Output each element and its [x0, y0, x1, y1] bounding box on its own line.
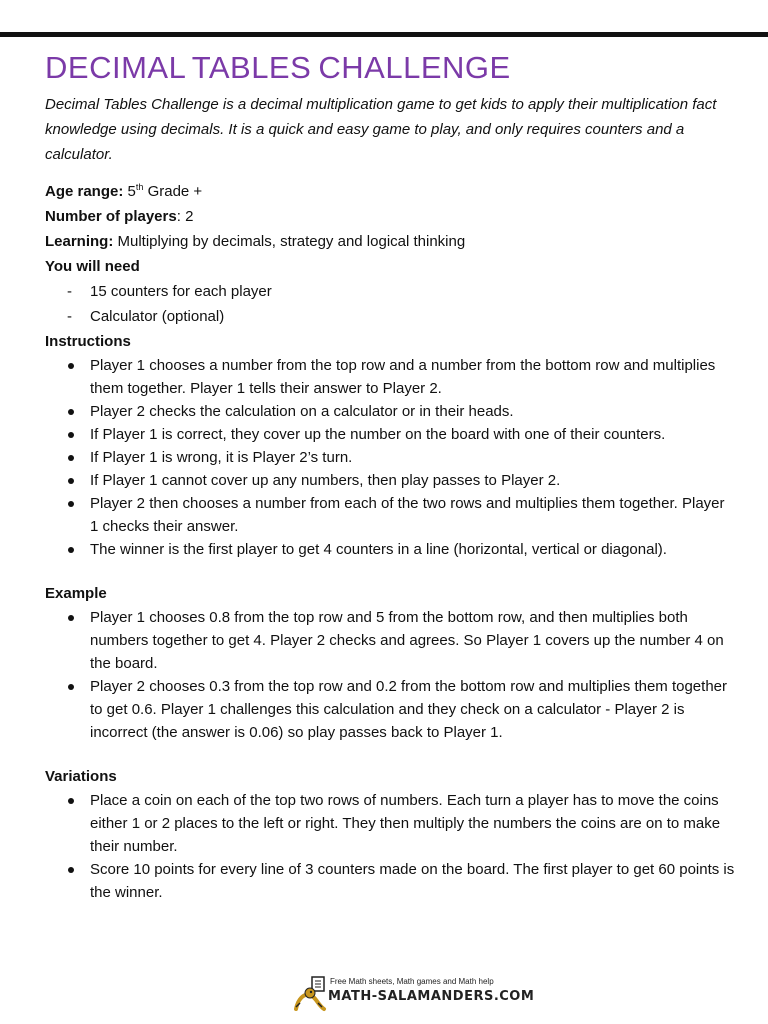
instructions-heading: Instructions [45, 333, 131, 350]
need-list [45, 279, 735, 329]
footer-brand: MATH-SALAMANDERS.COM [328, 989, 535, 1004]
list-item-text: Player 2 then chooses a number from each of the two rows and multiplies them together. Player 1 checks their answer. [90, 495, 725, 535]
age-range-line [45, 179, 735, 204]
need-heading: You will need [45, 258, 140, 275]
players-line: Number of players: 2 [45, 208, 194, 225]
bullet-icon [68, 432, 74, 438]
bullet-icon [68, 409, 74, 415]
list-item [45, 354, 735, 400]
list-item-text: Player 1 chooses 0.8 from the top row and 5 from the bottom row, and then multiplies both numbers together to get 4. Player 2 checks and agrees. So Player 1 covers up the number 4 on the board. [90, 609, 724, 672]
age-range-sup: th [135, 182, 144, 192]
list-item-text: Player 2 checks the calculation on a calculator or in their heads. [90, 403, 514, 420]
list-item-text: Player 1 chooses a number from the top row and a number from the bottom row and multiplies them together. Player 1 tells their answer to Player 2. [90, 357, 716, 397]
learning-line [45, 229, 735, 254]
learning-value: Multiplying by decimals, strategy and logical thinking [117, 233, 466, 250]
age-range-label: Age range: [45, 183, 124, 200]
list-item-text: Calculator (optional) [90, 308, 225, 325]
list-item-text: If Player 1 is correct, they cover up the number on the board with one of their counters. [90, 426, 666, 443]
example-list [45, 606, 735, 744]
variations-heading: Variations [45, 768, 117, 785]
list-item [45, 606, 735, 675]
list-item [45, 492, 735, 538]
list-item [45, 279, 735, 304]
list-item [45, 789, 735, 858]
variations-list [45, 789, 735, 904]
age-range-grade: 5 [127, 183, 136, 200]
bullet-icon [68, 363, 74, 369]
instructions-list [45, 354, 735, 561]
list-item [45, 469, 735, 492]
bullet-icon [68, 798, 74, 804]
intro-paragraph: Decimal Tables Challenge is a decimal multiplication game to get kids to apply their multiplication fact knowledge using decimals. It is a quick and easy game to play, and only requires counters and a calculator. [45, 96, 717, 163]
example-heading: Example [45, 585, 107, 602]
page-content [45, 40, 735, 904]
footer-tagline: Free Math sheets, Math games and Math help [330, 977, 494, 986]
bullet-icon [68, 547, 74, 553]
bullet-icon [68, 501, 74, 507]
bullet-icon [68, 478, 74, 484]
footer-logo[interactable] [290, 975, 535, 1015]
page-title: DECIMAL TABLES CHALLENGE [45, 50, 511, 85]
list-item [45, 675, 735, 744]
list-item-text: Score 10 points for every line of 3 counters made on the board. The first player to get 60 points is the winner. [90, 861, 735, 901]
dash-mark: - [67, 308, 72, 325]
bullet-icon [68, 684, 74, 690]
salamander-logo-icon [290, 975, 328, 1013]
list-item [45, 538, 735, 561]
bullet-icon [68, 455, 74, 461]
list-item [45, 423, 735, 446]
bullet-icon [68, 615, 74, 621]
list-item-text: The winner is the first player to get 4 counters in a line (horizontal, vertical or diagonal). [90, 541, 667, 558]
list-item-text: Player 2 chooses 0.3 from the top row and 0.2 from the bottom row and multiplies them together to get 0.6. Player 1 challenges this calculation and they check on a calculator - Player 2 is incorrect (the answer is 0.06) so play passes back to Player 1. [90, 678, 727, 741]
learning-label: Learning: [45, 233, 114, 250]
list-item-text: 15 counters for each player [90, 283, 272, 300]
bullet-icon [68, 867, 74, 873]
list-item-text: If Player 1 is wrong, it is Player 2’s turn. [90, 449, 353, 466]
players-value: 2 [185, 208, 194, 225]
list-item-text: Place a coin on each of the top two rows of numbers. Each turn a player has to move the coins either 1 or 2 places to the left or right. They then multiply the numbers the coins are on to make their number. [90, 792, 721, 855]
list-item [45, 446, 735, 469]
players-label: Number of players [45, 208, 177, 225]
spacer [45, 561, 735, 581]
list-item [45, 304, 735, 329]
list-item [45, 858, 735, 904]
list-item-text: If Player 1 cannot cover up any numbers, then play passes to Player 2. [90, 472, 561, 489]
dash-mark: - [67, 283, 72, 300]
list-item [45, 400, 735, 423]
spacer [45, 744, 735, 764]
age-range-suffix: Grade + [147, 183, 203, 200]
top-rule [0, 32, 768, 37]
